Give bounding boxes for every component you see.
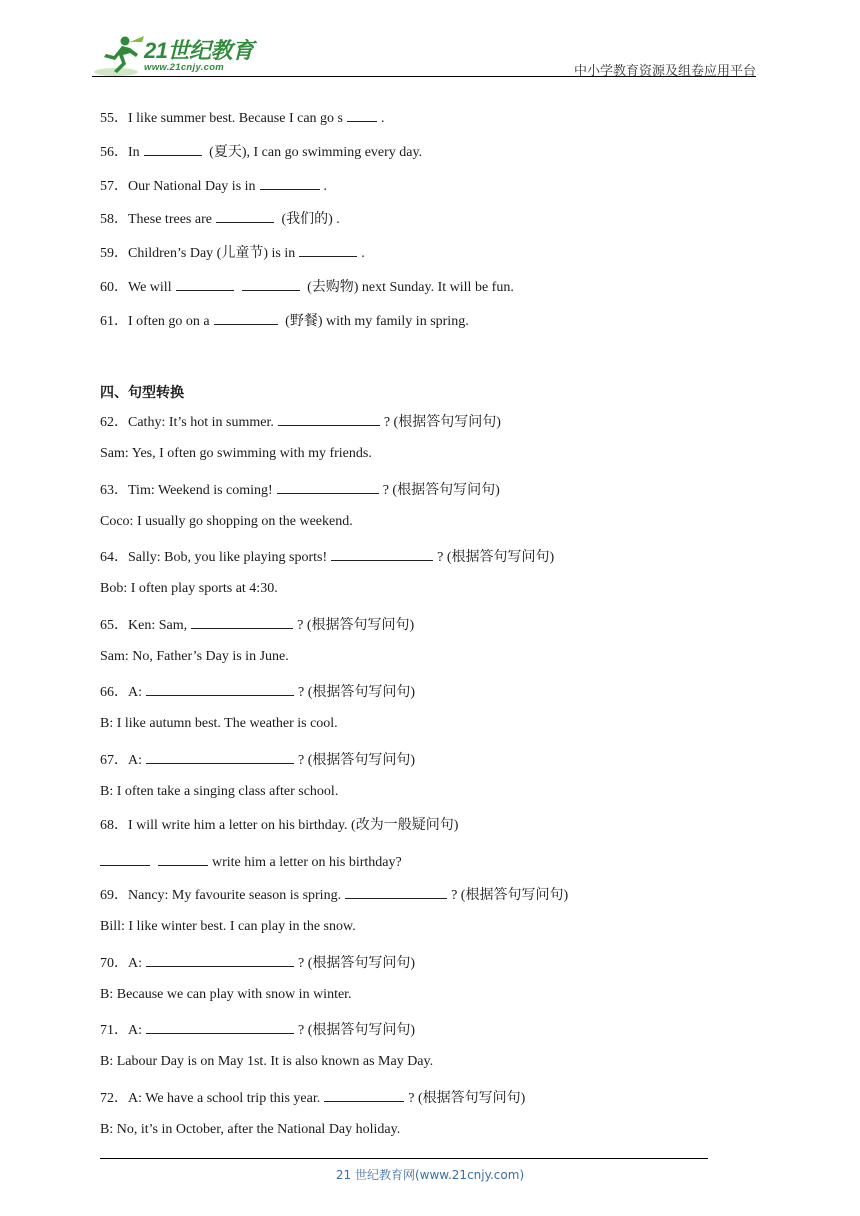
answer-blank[interactable] — [331, 546, 433, 561]
question-tail: ? (根据答句写问句) — [298, 956, 416, 971]
question-number: 69． — [100, 888, 128, 903]
question-text: Tim: Weekend is coming! — [128, 483, 273, 498]
answer-blank[interactable] — [347, 107, 377, 122]
answer-blank[interactable] — [260, 175, 320, 190]
question-text: We will — [128, 280, 172, 295]
question-67 — [100, 749, 415, 770]
answer-67: B: I often take a singing class after school. — [100, 784, 339, 799]
question-tail: (我们的) . — [277, 212, 340, 227]
question-number: 67． — [100, 753, 128, 768]
answer-blank[interactable] — [214, 310, 278, 325]
question-text: Our National Day is in — [128, 179, 256, 194]
question-text: A: — [128, 956, 142, 971]
answer-blank[interactable] — [158, 851, 208, 866]
runner-logo-icon — [92, 34, 148, 78]
question-number: 63． — [100, 483, 128, 498]
footer-site-link[interactable]: 21 世纪教育网(www.21cnjy.com) — [335, 1168, 525, 1182]
answer-text: write him a letter on his birthday? — [212, 855, 402, 870]
question-number: 60． — [100, 280, 128, 295]
answer-64: Bob: I often play sports at 4:30. — [100, 581, 278, 596]
answer-69: Bill: I like winter best. I can play in the snow. — [100, 919, 356, 934]
question-number: 59． — [100, 246, 128, 261]
question-number: 70． — [100, 956, 128, 971]
question-text: A: — [128, 753, 142, 768]
question-tail: ? (根据答句写问句) — [382, 483, 500, 498]
question-tail: (野餐) with my family in spring. — [281, 314, 469, 329]
question-text: I often go on a — [128, 314, 210, 329]
answer-63: Coco: I usually go shopping on the weekend. — [100, 514, 353, 529]
question-text: These trees are — [128, 212, 212, 227]
question-number: 56． — [100, 145, 128, 160]
header-platform-label: 中小学教育资源及组卷应用平台 — [573, 64, 756, 79]
question-65 — [100, 614, 414, 635]
question-tail: ? (根据答句写问句) — [298, 753, 416, 768]
question-64 — [100, 546, 554, 567]
question-tail: ? (根据答句写问句) — [451, 888, 569, 903]
question-text: I will write him a letter on his birthday. (改为一般疑问句) — [128, 818, 459, 833]
question-68 — [100, 817, 458, 835]
question-number: 61． — [100, 314, 128, 329]
header-divider — [92, 76, 756, 77]
question-number: 66． — [100, 685, 128, 700]
question-tail: ? (根据答句写问句) — [297, 618, 415, 633]
answer-blank[interactable] — [146, 681, 294, 696]
answer-blank[interactable] — [191, 614, 293, 629]
answer-blank[interactable] — [144, 141, 202, 156]
question-tail: ? (根据答句写问句) — [298, 1023, 416, 1038]
section-title: 四、句型转换 — [100, 385, 184, 401]
question-number: 57． — [100, 179, 128, 194]
question-text: Children’s Day (儿童节) is in — [128, 246, 296, 261]
question-tail: . — [361, 246, 365, 261]
question-text: I like summer best. Because I can go s — [128, 111, 343, 126]
question-tail: ? (根据答句写问句) — [383, 415, 501, 430]
answer-62: Sam: Yes, I often go swimming with my friends. — [100, 446, 372, 461]
question-tail: . — [381, 111, 385, 126]
question-72 — [100, 1087, 525, 1108]
question-57 — [100, 175, 327, 196]
question-text: A: — [128, 1023, 142, 1038]
answer-blank[interactable] — [176, 276, 234, 291]
question-number: 65． — [100, 618, 128, 633]
question-text: A: We have a school trip this year. — [128, 1091, 321, 1106]
question-tail: ? (根据答句写问句) — [437, 550, 555, 565]
question-tail: (夏天), I can go swimming every day. — [205, 145, 423, 160]
question-number: 71． — [100, 1023, 128, 1038]
question-text: Ken: Sam, — [128, 618, 188, 633]
question-70 — [100, 952, 415, 973]
question-tail: ? (根据答句写问句) — [298, 685, 416, 700]
question-tail: . — [323, 179, 328, 194]
question-66 — [100, 681, 415, 702]
answer-70: B: Because we can play with snow in winter. — [100, 987, 352, 1002]
question-number: 58． — [100, 212, 128, 227]
question-tail: (去购物) next Sunday. It will be fun. — [303, 280, 514, 295]
question-63 — [100, 479, 500, 500]
question-62 — [100, 411, 501, 432]
question-58 — [100, 208, 340, 229]
answer-blank[interactable] — [216, 208, 274, 223]
answer-71: B: Labour Day is on May 1st. It is also known as May Day. — [100, 1054, 434, 1069]
question-number: 62． — [100, 415, 128, 430]
question-number: 72． — [100, 1091, 128, 1106]
question-71 — [100, 1019, 415, 1040]
answer-blank[interactable] — [324, 1087, 404, 1102]
answer-blank[interactable] — [146, 749, 294, 764]
logo-url-text: www.21cnjy.com — [144, 62, 225, 73]
answer-blank[interactable] — [299, 242, 357, 257]
answer-68 — [100, 851, 402, 872]
answer-blank[interactable] — [345, 884, 447, 899]
question-number: 68． — [100, 818, 128, 833]
answer-65: Sam: No, Father’s Day is in June. — [100, 649, 289, 664]
page-header — [92, 30, 756, 78]
question-text: A: — [128, 685, 142, 700]
question-text: Nancy: My favourite season is spring. — [128, 888, 342, 903]
question-text: In — [128, 145, 140, 160]
answer-blank[interactable] — [100, 851, 150, 866]
question-text: Sally: Bob, you like playing sports! — [128, 550, 328, 565]
footer-divider — [100, 1158, 708, 1159]
question-69 — [100, 884, 568, 905]
question-tail: ? (根据答句写问句) — [408, 1091, 526, 1106]
question-text: Cathy: It’s hot in summer. — [128, 415, 274, 430]
answer-blank[interactable] — [278, 411, 380, 426]
answer-blank[interactable] — [146, 1019, 294, 1034]
answer-66: B: I like autumn best. The weather is cool. — [100, 716, 338, 731]
question-56 — [100, 141, 422, 162]
question-number: 55． — [100, 111, 128, 126]
question-55 — [100, 107, 385, 128]
question-59 — [100, 242, 365, 263]
answer-blank[interactable] — [146, 952, 294, 967]
site-logo[interactable] — [92, 34, 272, 78]
answer-blank[interactable] — [277, 479, 379, 494]
logo-brand-text: 21世纪教育 — [144, 38, 254, 63]
answer-72: B: No, it’s in October, after the National Day holiday. — [100, 1122, 401, 1137]
question-60 — [100, 276, 514, 297]
answer-blank[interactable] — [242, 276, 300, 291]
question-number: 64． — [100, 550, 128, 565]
question-61 — [100, 310, 469, 331]
